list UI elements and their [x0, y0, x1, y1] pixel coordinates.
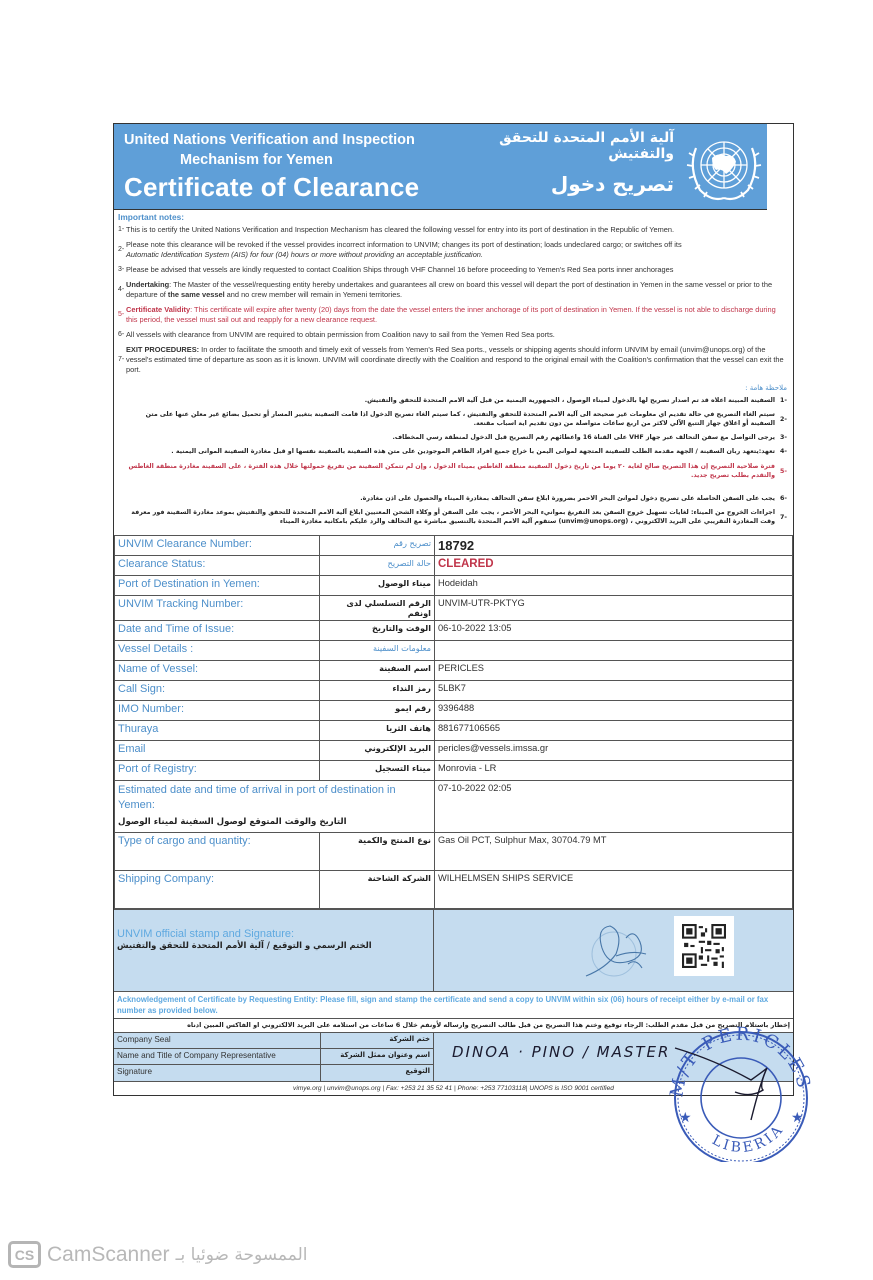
table-row-port-destination: Port of Destination in Yemen: ميناء الوصول Hodeidah [115, 576, 793, 596]
svg-text:★: ★ [791, 1110, 804, 1126]
clearance-number-value: 18792 [435, 536, 793, 556]
svg-text:M/T PERICLES: M/T PERICLES [666, 1023, 815, 1099]
important-notes-ar [114, 384, 793, 535]
camscanner-logo-icon: CS [8, 1241, 41, 1268]
handwritten-representative-name: DINOA · PINO / MASTER [452, 1043, 671, 1061]
qr-code-icon[interactable] [674, 916, 734, 976]
certificate-title-en: Certificate of Clearance [124, 172, 420, 202]
table-row-port-registry: Port of Registry: ميناء التسجيل Monrovia - LR [115, 761, 793, 781]
note-item-ar: -7 اجراءات الخروج من الميناء: لغايات تسهيل خروج السفن بعد التفريغ بموانيء البحر الأحمر ، يجب على السفن أو وكلاء الشحن المعنيين ابلاغ آلية الامم المتحدة للتحقق والتفتيش بموعد مغادرة السفينة فور معرفة وقت المغادرة التقريبي على البريد الالكتروني ، (unvim@unops.org) ستقوم آلية الامم المتحدة بالتنسيق مباشرة مع التحالف والرد عليكم بامكانية مغادرة الميناء [131, 509, 787, 525]
table-row-eta: Estimated date and time of arrival in port of destination in Yemen: التاريخ والوقت المتوقع لوصول السفينة لميناء الوصول 07-10-2022 02:05 [115, 781, 793, 833]
table-row-call-sign: Call Sign: رمز النداء 5LBK7 [115, 681, 793, 701]
note-item: 3- Please be advised that vessels are kindly requested to contact Coalition Ships through VHF Channel 16 before proceeding to Yemen's Red Sea ports inner anchorages [118, 265, 674, 274]
note-item: 4- Undertaking: The Master of the vessel/requesting entity hereby undertakes and guarantees all crew on board this vessel will depart the port of destination in Yemen in the same vessel or prior to the departure of the same vessel and no crew member will remain in Yemeni territories. [118, 280, 773, 299]
note-item-ar: -6 يجب على السفن الحاصلة على تصريح دخول لموانئ البحر الاحمر بضرورة ابلاغ سفن التحالف بمغادرة الميناء والحصول على اذن مغادرة. [360, 495, 787, 502]
note-item-ar: -2 سيتم الغاء التصريح في حالة تقديم اي معلومات غير صحيحة الى آلية الامم المتحدة للتحقق والتفتيش ، كما سيتم الغاء تصريح الدخول اذا قامت السفينة بتغيير المسار أو تحميل بضائع غير معلن عنها على متن السفينة أو اغلاق جهاز التتبع الآلي لاكثر من اربع ساعات متواصلة من دون تقديم اية اسباب مقنعة. [145, 411, 787, 427]
table-row-thuraya: Thuraya هاتف الثريا 881677106565 [115, 721, 793, 741]
org-name-ar: آلية الأمم المتحدة للتحقق والتفتيش [499, 130, 674, 162]
table-row-shipping-company: Shipping Company: الشركة الشاحنة WILHELMSEN SHIPS SERVICE [115, 871, 793, 909]
table-row-email: Email البريد الإلكتروني pericles@vessels.imssa.gr [115, 741, 793, 761]
note-item-ar: -1 السفينة المبينة اعلاه قد تم اصدار تصريح لها بالدخول لميناء الوصول ، الجمهورية اليمنية من قبل آلية الامم المتحدة للتحقق والتفتيش. [364, 397, 787, 404]
notes-heading: Important notes: [118, 212, 185, 222]
contact-footer: vimye.org | unvim@unops.org | Fax: +253 21 35 52 41 | Phone: +253 77103118| UNOPS is ISO 9001 certified [114, 1081, 793, 1095]
table-row-clearance-number: UNVIM Clearance Number: تصريح رقم 18792 [115, 536, 793, 556]
org-name-en-line2: Mechanism for Yemen [180, 152, 333, 168]
note-item: 6- All vessels with clearance from UNVIM are required to obtain permission from Coalition navy to sail from the Yemen Red Sea ports. [118, 330, 555, 339]
org-name-en-line1: United Nations Verification and Inspection [124, 132, 415, 148]
vessel-seal-stamp-icon [655, 1020, 827, 1162]
signature-label: Signature [114, 1065, 320, 1081]
table-row-date-issue: Date and Time of Issue: الوقت والتاريخ 06-10-2022 13:05 [115, 621, 793, 641]
certificate-title-ar: تصريح دخول [550, 172, 674, 196]
svg-text:LIBERIA: LIBERIA [709, 1120, 788, 1157]
vessel-details-table [114, 535, 793, 909]
banner-margin [767, 124, 793, 210]
acknowledgement-note-en: Acknowledgement of Certificate by Requesting Entity: Please fill, sign and stamp the certificate and send a copy to UNVIM within six (06) hours of receipt either by e-mail or fax number as provided below. [114, 991, 793, 1018]
company-seal-label: Company Seal [114, 1033, 320, 1049]
clearance-certificate [113, 123, 794, 1096]
table-row-cargo: Type of cargo and quantity: نوع المنتج والكمية Gas Oil PCT, Sulphur Max, 30704.79 MT [115, 833, 793, 871]
table-row-tracking-number: UNVIM Tracking Number: الرقم التسلسلي لدى اونفم UNVIM-UTR-PKTYG [115, 596, 793, 621]
note-item-ar: -3 يرجى التواصل مع سفن التحالف عبر جهاز VHF على القناة 16 واعطائهم رقم التصريح قبل الدخول لمنطقة رسي المخطاف. [392, 434, 787, 441]
table-row-imo-number: IMO Number: رقم ايمو 9396488 [115, 701, 793, 721]
note-item: 2- Please note this clearance will be revoked if the vessel provides incorrect information to UNVIM; changes its port of destination; loads undeclared cargo; or switches off its Automatic Identification System (AIS) for four (04) hours or more without providing an acceptable justification. [118, 240, 682, 259]
table-row-vessel-details: Vessel Details : معلومات السفينة [115, 641, 793, 661]
stamp-label-ar: الختم الرسمي و التوقيع / آلية الأمم المتحدة للتحقق والتفتيش [117, 940, 372, 950]
camscanner-watermark: CS CamScanner الممسوحة ضوئيا بـ [8, 1241, 307, 1268]
note-item-ar: -4 تعهد:يتعهد ربان السفينة / الجهة مقدمة الطلب للسفينة المتجهة لموانى اليمن با خراج جميع افراد الطاقم الموجودين على متن هذه السفينة بالسفينة نفسها او قبل مغادرة السفينة الموانى اليمنية . [171, 448, 787, 455]
un-emblem-icon [682, 128, 766, 206]
notes-heading-ar: ملاحظة هامة : [745, 384, 787, 392]
official-stamp-section [114, 909, 793, 991]
note-item: 1- This is to certify the United Nations Verification and Inspection Mechanism has cleared the following vessel for entry into its port of destination in the Republic of Yemen. [118, 225, 675, 234]
status-badge: CLEARED [435, 556, 793, 576]
table-row-clearance-status: Clearance Status: حالة التصريح CLEARED [115, 556, 793, 576]
note-item-exit-procedures: 7- EXIT PROCEDURES: In order to facilitate the smooth and timely exit of vessels from Yemen's Red Sea ports., vessels or shipping agents should inform UNVIM by email (unvim@unops.org) of the vessel's estimated time of departure as soon as it is known. UNVIM will coordinate directly with the Coalition and respond to the original email with the Coalition's confirmation that the vessel can exit the port. [118, 345, 784, 374]
certificate-header [114, 124, 793, 210]
representative-label: Name and Title of Company Representative [114, 1049, 320, 1065]
requesting-entity-signature-table: Company Seal Name and Title of Company Representative Signature ختم الشركة اسم وعنوان ممثل الشركة التوقيع DINOA · PINO / MASTER [114, 1032, 793, 1081]
acknowledgement-note-ar: إخطار باستلام التصريح من قبل مقدم الطلب: الرجاء توقيع وختم هذا التصريح من قبل طالب التصريح وارساله لأونفم خلال 6 ساعات من استلامه على البريد الالكتروني او الفاكس المبين ادناه [114, 1018, 793, 1032]
note-item-ar-validity: -5 فترة صلاحية التصريح إن هذا التصريح صالح لغاية ٢٠ يوما من تاريخ دخول السفينة منطقة الغاطس بميناء الدخول ، وإن لم تتمكن السفينة من تفريغ حمولتها خلال هذه الفترة ، على السفينة مغادرة منطقة الغاطس والتقدم بطلب تصريح جديد. [128, 463, 787, 479]
svg-text:★: ★ [679, 1110, 692, 1126]
table-row-vessel-name: Name of Vessel: اسم السفينة PERICLES [115, 661, 793, 681]
note-item-validity: 5- Certificate Validity: This certificate will expire after twenty (20) days from the date the vessel enters the inner anchorage of its port of destination in Yemen. If the vessel is not able to discharge during this period, the vessel must sail out and reapply for a new clearance request. [118, 305, 776, 324]
important-notes-en [114, 210, 793, 384]
stamp-label-en: UNVIM official stamp and Signature: [117, 928, 295, 940]
